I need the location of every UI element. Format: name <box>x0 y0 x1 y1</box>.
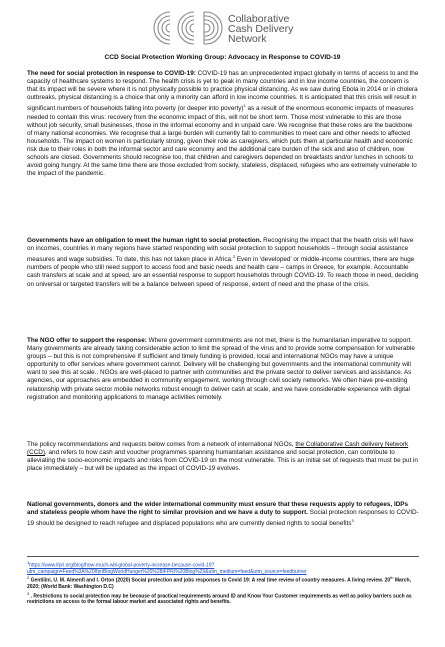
paragraph-text: as a result of the enormous economic impacts of measures needed to contain this virus: recovery from the economic impact of this, will not be short term. Those most vulnerable to this are those without job security, small businesses, those in the informal economy and in unpaid care. We recognise that these roles are the backbone of many national economies. We recognise that a large burden will currently fall to communities to meet care and other needs to affected households. The impact on women is particularly strong, given their role as caregivers, which puts them at particular health and economic risk due to their roles in both the informal sector and care economy and the additional care burden of the sick and also of children, now schools are closed. Governments should recognise too, that children and caregivers depended on breakfasts and/or lunches in schools to avoid going hungry. At the same time there are those excluded from society, stateless, displaced, refugees who are extremely vulnerable to the impact of the pandemic. <box>27 105 417 178</box>
logo-line-2: Cash Delivery <box>228 23 294 35</box>
paragraph-text: Recognising the impact that the health crisis will have on incomes, countries in many regions have started responding with social protection to support households – through social assistance measures and wage subsidies. To date, this has not taken place in Africa. <box>27 237 414 264</box>
paragraph-text: COVID-19 has an unprecedented impact globally in terms of access to and the capacity of healthcare systems to respond. The health crisis is yet to peak in many countries and in low income countries, the concern is that its impact will be severe where it is not physically possible to practice physical distancing. As we saw during Ebola in 2014 or in cholera outbreaks, physical distancing is a choice that only a minority can afford in low income countries. It is anticipated that this crisis will result in significant numbers of households falling into poverty (or deeper into poverty) <box>27 70 419 113</box>
paragraph-government-obligation <box>27 237 419 289</box>
footnote-superscript: th <box>390 575 394 581</box>
logo-wordmark <box>228 14 318 44</box>
paragraph-text: Even in ‘developed’ or middle-income countries, there are huge numbers of people who still need support to access food and basic needs and health care – camps in Greece, for example. Accountable cash transfers at scale and at speed, are an essential response to support households through COVID-19. To reach those in need, deciding on universal or targeted transfers will be a balance between speed of response, extent of need and the phase of the crisis. <box>27 256 419 288</box>
footnote-text: . Restrictions to social protection may be because of practical requirements around ID and Know Your Customer requirements as well as policy barriers such as restrictions on access to the formal labour market and associated rights and benefits. <box>27 593 412 606</box>
footnote-ref[interactable]: 3 <box>351 518 354 524</box>
ccd-logo <box>148 6 308 50</box>
paragraph-text: , and refers to how cash and voucher programmes spanning humanitarian assistance and social protection, can contribute to alleviating the socio-economic impacts and risks from COVID-19 on the most vulnerable. This is an initial set of requests that must be put in place immediately – but will be updated as the impact of COVID-19 evolves. <box>27 449 418 473</box>
paragraph-ngo-offer <box>27 337 419 402</box>
footnote-text: Gentilini, U. M. Almenfi and I. Orton (2020) Social protection and jobs responses to Covid 19: A real time review of country measures. A living review. 20 <box>29 578 391 584</box>
footnote-ref[interactable]: 1 <box>243 103 246 109</box>
footnote-3 <box>27 591 419 606</box>
paragraph-refugees <box>27 501 419 528</box>
paragraph-policy-recommendations <box>27 441 419 473</box>
footnotes <box>27 556 419 606</box>
footnote-2 <box>27 575 419 590</box>
ccd-network-link[interactable]: the Collaborative Cash delivery Network (CCD) <box>27 441 409 457</box>
document-title: CCD Social Protection Working Group: Advocacy in Response to COVID-19 <box>104 54 341 61</box>
paragraph-lead: The need for social protection in response to COVID-19: <box>27 70 196 77</box>
paragraph-lead: National governments, donors and the wider international community must ensure that these requests apply to refugees, IDPs and stateless people whom have the right to similar provision and we have a duty to support. <box>27 501 409 517</box>
paragraph-text: Social protection responses to COVID-19 should be designed to reach refugee and displaced populations who are currently denied rights to social benefits <box>27 509 419 528</box>
footnote-ref[interactable]: 2 <box>232 254 236 260</box>
logo-line-3: Network <box>228 33 267 45</box>
footnote-text: March, 2020; (World Bank: Washington D.C) <box>27 578 412 591</box>
ccd-logo-mark-icon <box>148 6 226 50</box>
footnote-1 <box>27 560 419 575</box>
logo-line-1: Collaborative <box>228 13 290 25</box>
paragraph-lead: Governments have an obligation to meet the human right to social protection. <box>27 237 262 244</box>
footnote-number: 2 <box>27 575 30 581</box>
footnote-link[interactable]: https://www.ifpri.org/blog/how-much-will-global-poverty-increase-because-covid-19?utm_campaign=Feed%3A%20IfpriBlogWorldHunger%20%28IFPRI%20Blog%29&utm_medium=feed&utm_source=feedburner <box>27 562 307 575</box>
paragraph-text: The policy recommendations and requests below comes from a network of international NGOs, <box>27 441 296 448</box>
footnote-number: 3 <box>27 590 30 596</box>
paragraph-need-for-social-protection <box>27 70 419 178</box>
paragraph-text: Where government commitments are not met, there is the humanitarian imperative to support. Many governments are already taking considerable action to limit the spread of the virus and to provide some compensation for vulnerable groups – but this is not comprehensive If sufficient and timely funding is provided, local and international NGOs may have a unique opportunity to offer services where government cannot. Delivery will be challenging but governments and the international community will want to see this at scale.. NGOs are well-placed to partner with communities and the private sector to deliver services and assistance. As agencies, our approaches are embedded in community engagement, working through civil society networks. We often have pre-existing relationship with private sector mobile networks robust enough to deliver cash at scale, and we have considerable experience with digital registration and monitoring applications to manage activities remotely. <box>27 337 415 401</box>
footnote-number: 1 <box>27 560 30 565</box>
paragraph-lead: The NGO offer to support the response: <box>27 337 147 344</box>
